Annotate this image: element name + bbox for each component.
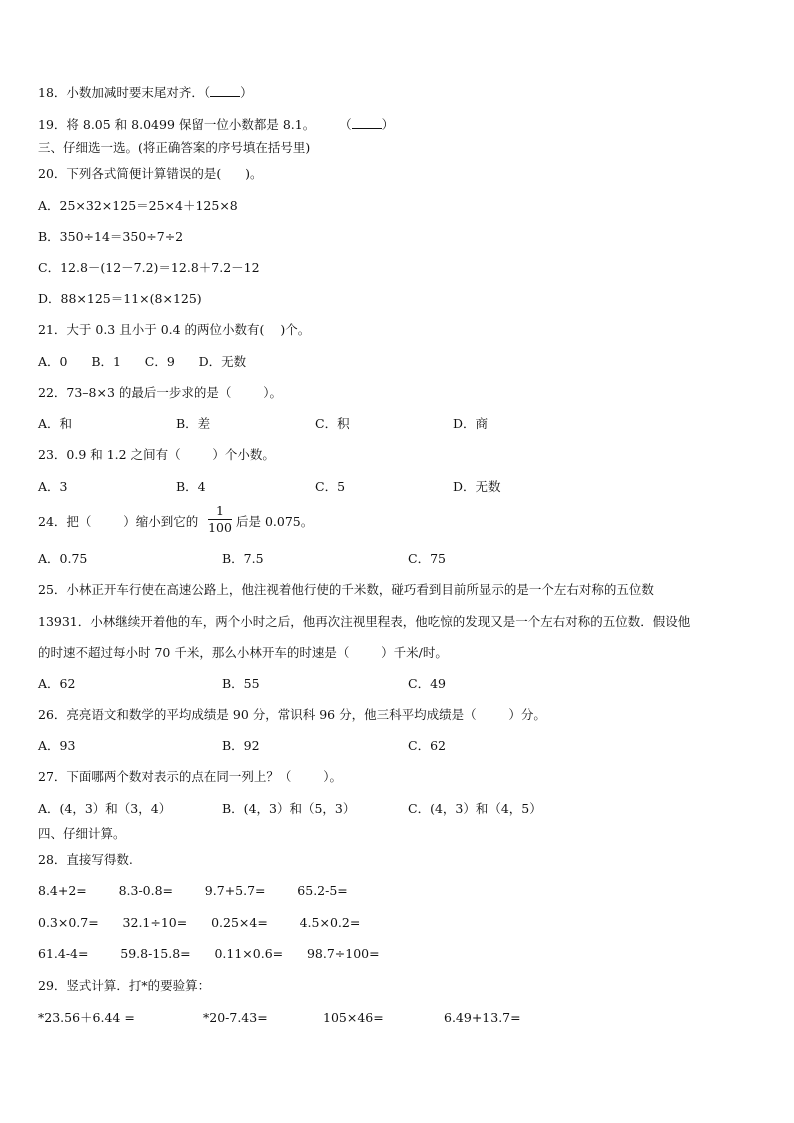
answer-blank[interactable] (210, 84, 240, 97)
question-25-line-3: 的时速不超过每小时 70 千米，那么小林开车的时速是（ ）千米/时。 (38, 645, 448, 660)
option-a[interactable]: A．3 (38, 479, 68, 494)
option-b[interactable]: B．92 (222, 738, 260, 753)
question-18 (38, 84, 253, 101)
question-25-line-1: 25．小林正开车行使在高速公路上，他注视着他行使的千米数，碰巧看到目前所显示的是一个左右对称的五位数 (38, 582, 654, 597)
vertical-calc-1: *23.56＋6.44 = (38, 1010, 135, 1025)
question-26-stem: 26．亮亮语文和数学的平均成绩是 90 分，常识科 96 分，他三科平均成绩是（ ）分。 (38, 707, 546, 722)
section-heading-3: 三、仔细选一选。(将正确答案的序号填在括号里) (38, 140, 311, 155)
fraction-numerator: 1 (216, 503, 224, 518)
option-d[interactable]: D．商 (453, 416, 489, 431)
question-20-stem: 20．下列各式简便计算错误的是( )。 (38, 166, 263, 181)
question-27-stem: 27．下面哪两个数对表示的点在同一列上？（ ）。 (38, 769, 342, 784)
question-24-pre: 24．把（ ）缩小到它的 (38, 514, 199, 529)
calc-row-3: 61.4-4= 59.8-15.8= 0.11×0.6= 98.7÷100= (38, 946, 380, 961)
option-b[interactable]: B．55 (222, 676, 260, 691)
fraction (208, 504, 232, 535)
option-a[interactable]: A．和 (38, 416, 73, 431)
option-a[interactable]: A．93 (38, 738, 76, 753)
option-d[interactable]: D．无数 (453, 479, 501, 494)
option-d[interactable]: D．88×125＝11×(8×125) (38, 291, 202, 306)
option-c[interactable]: C．(4，3）和（4，5） (408, 801, 542, 816)
option-a[interactable]: A．25×32×125＝25×4＋125×8 (38, 198, 238, 213)
question-19-close: ） (381, 117, 395, 132)
question-24-post: 后是 0.075。 (236, 514, 314, 529)
option-a[interactable]: A．0.75 (38, 551, 88, 566)
calc-row-1: 8.4+2= 8.3-0.8= 9.7+5.7= 65.2-5= (38, 883, 348, 898)
question-29-stem: 29．竖式计算．打*的要验算： (38, 978, 211, 993)
option-c[interactable]: C．75 (408, 551, 446, 566)
question-28-stem: 28．直接写得数. (38, 852, 133, 867)
question-19-text: 19．将 8.05 和 8.0499 保留一位小数都是 8.1。 （ (38, 117, 352, 132)
vertical-calc-4: 6.49+13.7= (444, 1010, 521, 1025)
option-c[interactable]: C．12.8－(12－7.2)＝12.8＋7.2－12 (38, 260, 260, 275)
question-23-stem: 23．0.9 和 1.2 之间有（ ）个小数。 (38, 447, 275, 462)
option-a[interactable]: A．62 (38, 676, 76, 691)
vertical-calc-3: 105×46= (323, 1010, 384, 1025)
option-c[interactable]: C．49 (408, 676, 446, 691)
option-a[interactable]: A．(4，3）和（3，4） (38, 801, 172, 816)
question-19 (38, 116, 394, 133)
fraction-denominator: 100 (208, 520, 232, 535)
question-22-stem: 22．73–8×3 的最后一步求的是（ ）。 (38, 385, 282, 400)
option-c[interactable]: C．62 (408, 738, 446, 753)
question-21-stem: 21．大于 0.3 且小于 0.4 的两位小数有( )个。 (38, 322, 311, 337)
vertical-calc-2: *20-7.43= (203, 1010, 268, 1025)
option-b[interactable]: B．(4，3）和（5，3） (222, 801, 356, 816)
option-c[interactable]: C．积 (315, 416, 350, 431)
option-b[interactable]: B．差 (176, 416, 211, 431)
option-b[interactable]: B．7.5 (222, 551, 264, 566)
question-18-text: 18．小数加减时要末尾对齐．（ (38, 85, 211, 100)
calc-row-2: 0.3×0.7= 32.1÷10= 0.25×4= 4.5×0.2= (38, 915, 361, 930)
option-b[interactable]: B．350÷14＝350÷7÷2 (38, 229, 184, 244)
question-25-line-2: 13931．小林继续开着他的车，两个小时之后，他再次注视里程表，他吃惊的发现又是一个左右对称的五位数．假设他 (38, 614, 691, 629)
section-heading-4: 四、仔细计算。 (38, 826, 126, 841)
answer-blank[interactable] (352, 116, 382, 129)
question-21-options[interactable]: A．0 B．1 C．9 D．无数 (38, 354, 247, 369)
option-c[interactable]: C．5 (315, 479, 346, 494)
option-b[interactable]: B．4 (176, 479, 206, 494)
question-18-close: ） (240, 85, 253, 100)
